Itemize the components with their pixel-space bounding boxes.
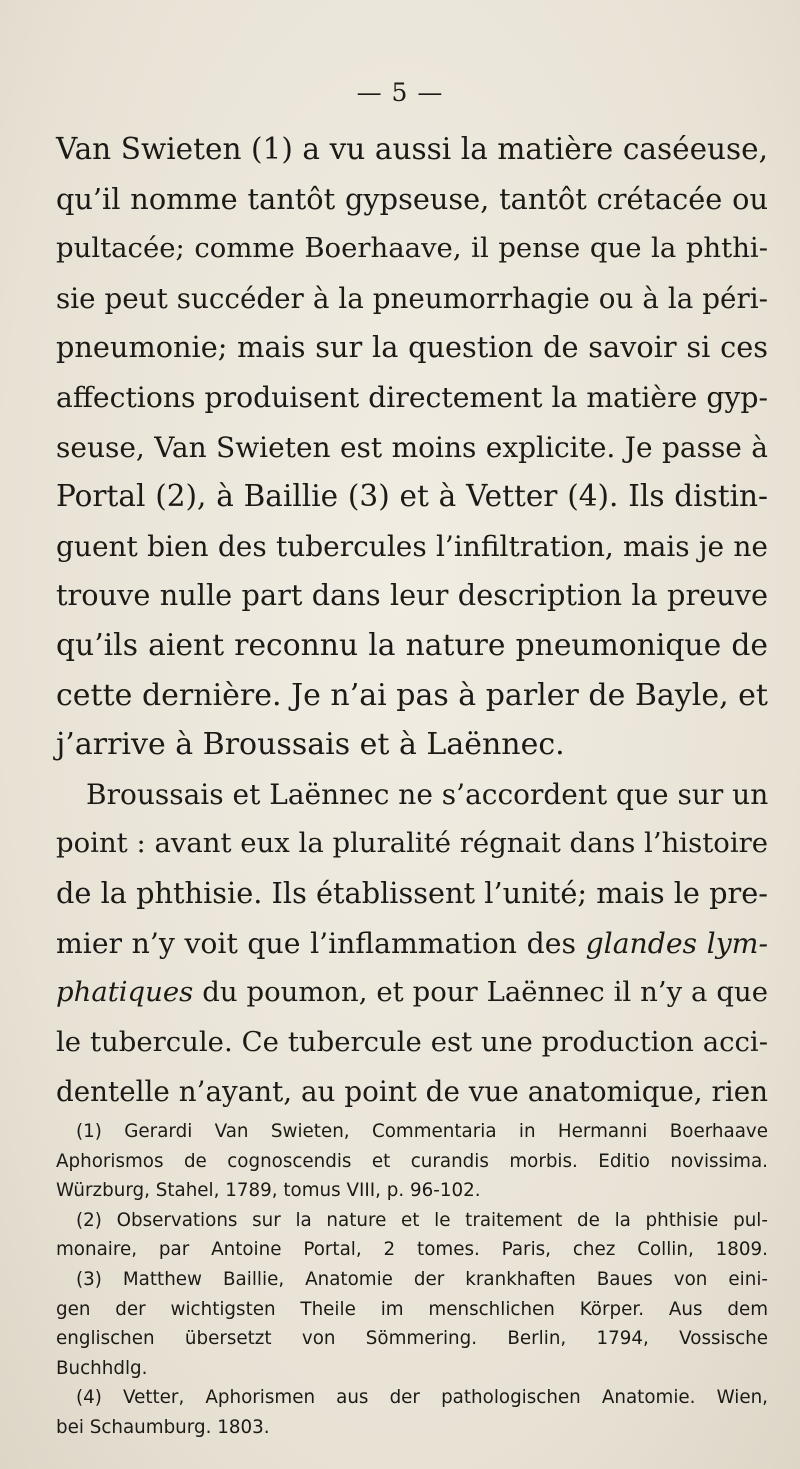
footnote-line: Aphorismos de cognoscendis et curandis morbis. Editio novissima. — [56, 1150, 768, 1172]
text-line — [56, 968, 768, 1018]
text-line: j’arrive à Broussais et à Laënnec. — [56, 727, 565, 763]
text-line: point : avant eux la pluralité régnait dans l’histoire — [56, 827, 769, 860]
footnote-line: monaire, par Antoine Portal, 2 tomes. Paris, chez Collin, 1809. — [56, 1239, 768, 1261]
text-line: cette dernière. Je n’ai pas à parler de Bayle, et — [56, 677, 768, 713]
text-line: Van Swieten (1) a vu aussi la matière caséeuse, — [56, 132, 768, 166]
text-line: affections produisent directement la matière gyp- — [56, 380, 768, 414]
footnote-line: englischen übersetzt von Sömmering. Berlin, 1794, Vossische — [56, 1328, 768, 1350]
text-line: qu’ils aient reconnu la nature pneumonique de — [56, 627, 768, 663]
footnote-line: (4) Vetter, Aphorismen aus der pathologischen Anatomie. Wien, — [76, 1387, 768, 1409]
footnote-line: Würzburg, Stahel, 1789, tomus VIII, p. 96-102. — [56, 1180, 481, 1202]
footnote-line: Buchhdlg. — [56, 1357, 148, 1379]
footnote-line: gen der wichtigsten Theile im menschlichen Körper. Aus dem — [56, 1298, 768, 1320]
text-line: seuse, Van Swieten est moins explicite. Je passe à — [56, 430, 768, 464]
page-number: — 5 — — [356, 78, 444, 107]
footnotes — [56, 1117, 768, 1443]
text-line: le tubercule. Ce tubercule est une production acci- — [56, 1025, 768, 1058]
text-line: pultacée; comme Boerhaave, il pense que la phthi- — [56, 232, 768, 265]
text-line: Broussais et Laënnec ne s’accordent que sur un — [86, 777, 769, 811]
text-line: guent bien des tubercules l’infiltration, mais je ne — [56, 529, 768, 563]
footnote-line: (2) Observations sur la nature et le traitement de la phthisie pul- — [76, 1209, 768, 1231]
italic-term: phatiques — [56, 976, 194, 1009]
italic-term: glandes lym- — [585, 926, 768, 960]
text-line: de la phthisie. Ils établissent l’unité; mais le pre- — [56, 875, 768, 910]
text-segment: du poumon, et pour Laënnec il n’y a que — [193, 976, 768, 1009]
footnote-line: (3) Matthew Baillie, Anatomie der krankhaften Baues von eini- — [76, 1268, 768, 1290]
text-line — [56, 919, 768, 969]
text-line: qu’il nomme tantôt gypseuse, tantôt crétacée ou — [56, 181, 768, 216]
text-line: Portal (2), à Baillie (3) et à Vetter (4). Ils distin- — [56, 479, 768, 514]
main-text — [56, 125, 768, 1117]
footnote-line: bei Schaumburg. 1803. — [56, 1416, 270, 1438]
text-line: sie peut succéder à la pneumorrhagie ou à la péri- — [56, 281, 768, 315]
text-line: dentelle n’ayant, au point de vue anatomique, rien — [56, 1075, 768, 1109]
text-line: pneumonie; mais sur la question de savoir si ces — [56, 330, 768, 365]
text-segment: mier n’y voit que l’inflammation des — [56, 926, 586, 960]
footnote-line: (1) Gerardi Van Swieten, Commentaria in Hermanni Boerhaave — [76, 1121, 768, 1142]
text-line: trouve nulle part dans leur description la preuve — [56, 578, 768, 613]
